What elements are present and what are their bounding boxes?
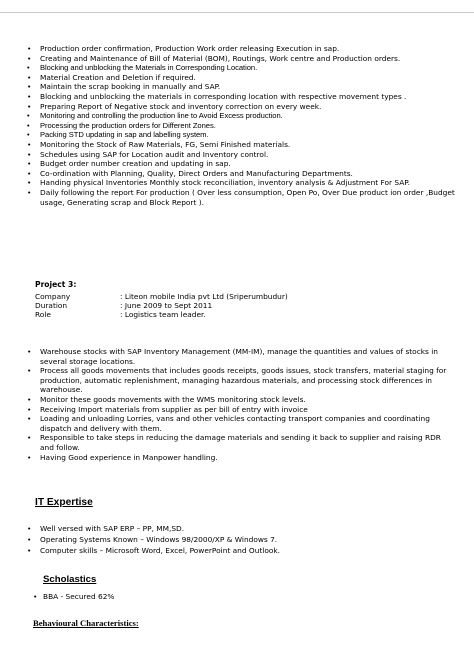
- list-item-text: Packing STD updating in sap and labelling system.: [40, 130, 209, 140]
- list-item: [27, 159, 457, 169]
- list-item: [27, 433, 457, 452]
- it-expertise-heading: IT Expertise: [35, 497, 93, 508]
- list-item-text: Processing the production orders for Different Zones.: [40, 120, 216, 130]
- list-item: [27, 453, 457, 463]
- it-expertise-list: [27, 524, 457, 556]
- list-item: [27, 178, 457, 188]
- list-item-text: Warehouse stocks with SAP Inventory Management (MM-IM), manage the quantities and values of stocks in several storage locations.: [40, 347, 438, 366]
- list-item-text: Handing physical Inventories Monthly stock reconciliation, inventory analysis & Adjustment For SAP.: [40, 178, 410, 188]
- list-item: [27, 102, 457, 112]
- detail-value: : Logistics team leader.: [120, 310, 206, 320]
- list-item: [27, 395, 457, 405]
- list-item: [27, 414, 457, 433]
- list-item-text: Maintain the scrap booking in manually and SAP.: [40, 82, 221, 92]
- list-item: [27, 92, 457, 102]
- list-item: [27, 82, 457, 92]
- detail-key: Role: [35, 310, 51, 320]
- duties-list: [27, 44, 457, 207]
- list-item: [33, 592, 463, 602]
- detail-key: Duration: [35, 301, 68, 311]
- list-item: [27, 63, 457, 73]
- list-item-text: Monitoring the Stock of Raw Materials, FG, Semi Finished materials.: [40, 139, 291, 149]
- list-item-text: Receiving Import materials from supplier as per bill of entry with invoice: [40, 404, 308, 414]
- list-item-text: Operating Systems Known – Windows 98/2000/XP & Windows 7.: [40, 534, 278, 544]
- scholastics-heading: Scholastics: [43, 574, 97, 585]
- list-item: [27, 169, 457, 179]
- list-item-text: Daily following the report For production ( Over less consumption, Open Po, Over Due product ion order ,Budget usage, Generating scrap and Block Report ).: [40, 187, 455, 207]
- list-item: [27, 347, 457, 366]
- detail-key: Company: [35, 292, 71, 301]
- list-item-text: Blocking and unblocking the materials in corresponding location with respective movement types .: [40, 91, 407, 101]
- list-item-text: Preparing Report of Negative stock and inventory correction on every week.: [40, 101, 322, 111]
- list-item: [27, 73, 457, 83]
- list-item: [27, 546, 457, 556]
- list-item-text: Computer skills – Microsoft Word, Excel, PowerPoint and Outlook.: [40, 546, 280, 556]
- list-item-text: Material Creation and Deletion if required.: [40, 72, 196, 82]
- list-item-text: Responsible to take steps in reducing the damage materials and sending it back to supplier and raising RDR and follow.: [40, 433, 441, 452]
- list-item: [27, 524, 457, 534]
- list-item-text: Well versed with SAP ERP – PP, MM,SD.: [40, 524, 185, 533]
- list-item-text: Having Good experience in Manpower handling.: [40, 452, 218, 462]
- list-item-text: Co-ordination with Planning, Quality, Direct Orders and Manufacturing Departments.: [40, 168, 353, 178]
- scholastics-list: [33, 592, 463, 602]
- list-item-text: Production order confirmation, Production Work order releasing Execution in sap.: [40, 44, 340, 53]
- behavioural-heading: Behavioural Characteristics:: [33, 618, 139, 628]
- list-item: [27, 140, 457, 150]
- detail-row-role: [35, 310, 288, 319]
- list-item-text: Monitor these goods movements with the WMS monitoring stock levels.: [40, 394, 306, 404]
- list-item: [27, 188, 457, 207]
- detail-value: : Liteon mobile India pvt Ltd (Sriperumbudur): [120, 292, 288, 301]
- list-item: [27, 535, 457, 545]
- project3-heading: Project 3:: [35, 280, 77, 289]
- top-divider: [0, 12, 474, 13]
- detail-row-company: [35, 292, 288, 301]
- list-item: [27, 150, 457, 160]
- list-item-text: Schedules using SAP for Location audit and Inventory control.: [40, 149, 269, 159]
- list-item: [27, 54, 457, 64]
- list-item-text: Blocking and unblocking the Materials in Corresponding Location.: [40, 63, 258, 73]
- list-item-text: Budget order number creation and updating in sap.: [40, 159, 231, 169]
- list-item-text: Loading and unloading Lorries, vans and other vehicles contacting transport companies and coordinating dispatch and delivery with them.: [40, 414, 430, 433]
- project3-details: [35, 292, 288, 320]
- list-item: [27, 121, 457, 131]
- list-item: [27, 405, 457, 415]
- list-item: [27, 130, 457, 140]
- list-item: [27, 366, 457, 395]
- detail-row-duration: [35, 301, 288, 310]
- list-item: [27, 111, 457, 121]
- list-item-text: BBA - Secured 62%: [43, 592, 115, 601]
- list-item-text: Process all goods movements that includes goods receipts, goods issues, stock transfers, material staging for production, automatic replenishment, managing hazardous materials, and processing stock differences in warehouse.: [40, 366, 447, 395]
- list-item-text: Monitoring and controlling the production line to Avoid Excess production.: [40, 111, 283, 121]
- detail-value: : June 2009 to Sept 2011: [120, 301, 213, 311]
- list-item-text: Creating and Maintenance of Bill of Material (BOM), Routings, Work centre and Production orders.: [40, 53, 401, 63]
- project3-duties-list: [27, 347, 457, 462]
- list-item: [27, 44, 457, 54]
